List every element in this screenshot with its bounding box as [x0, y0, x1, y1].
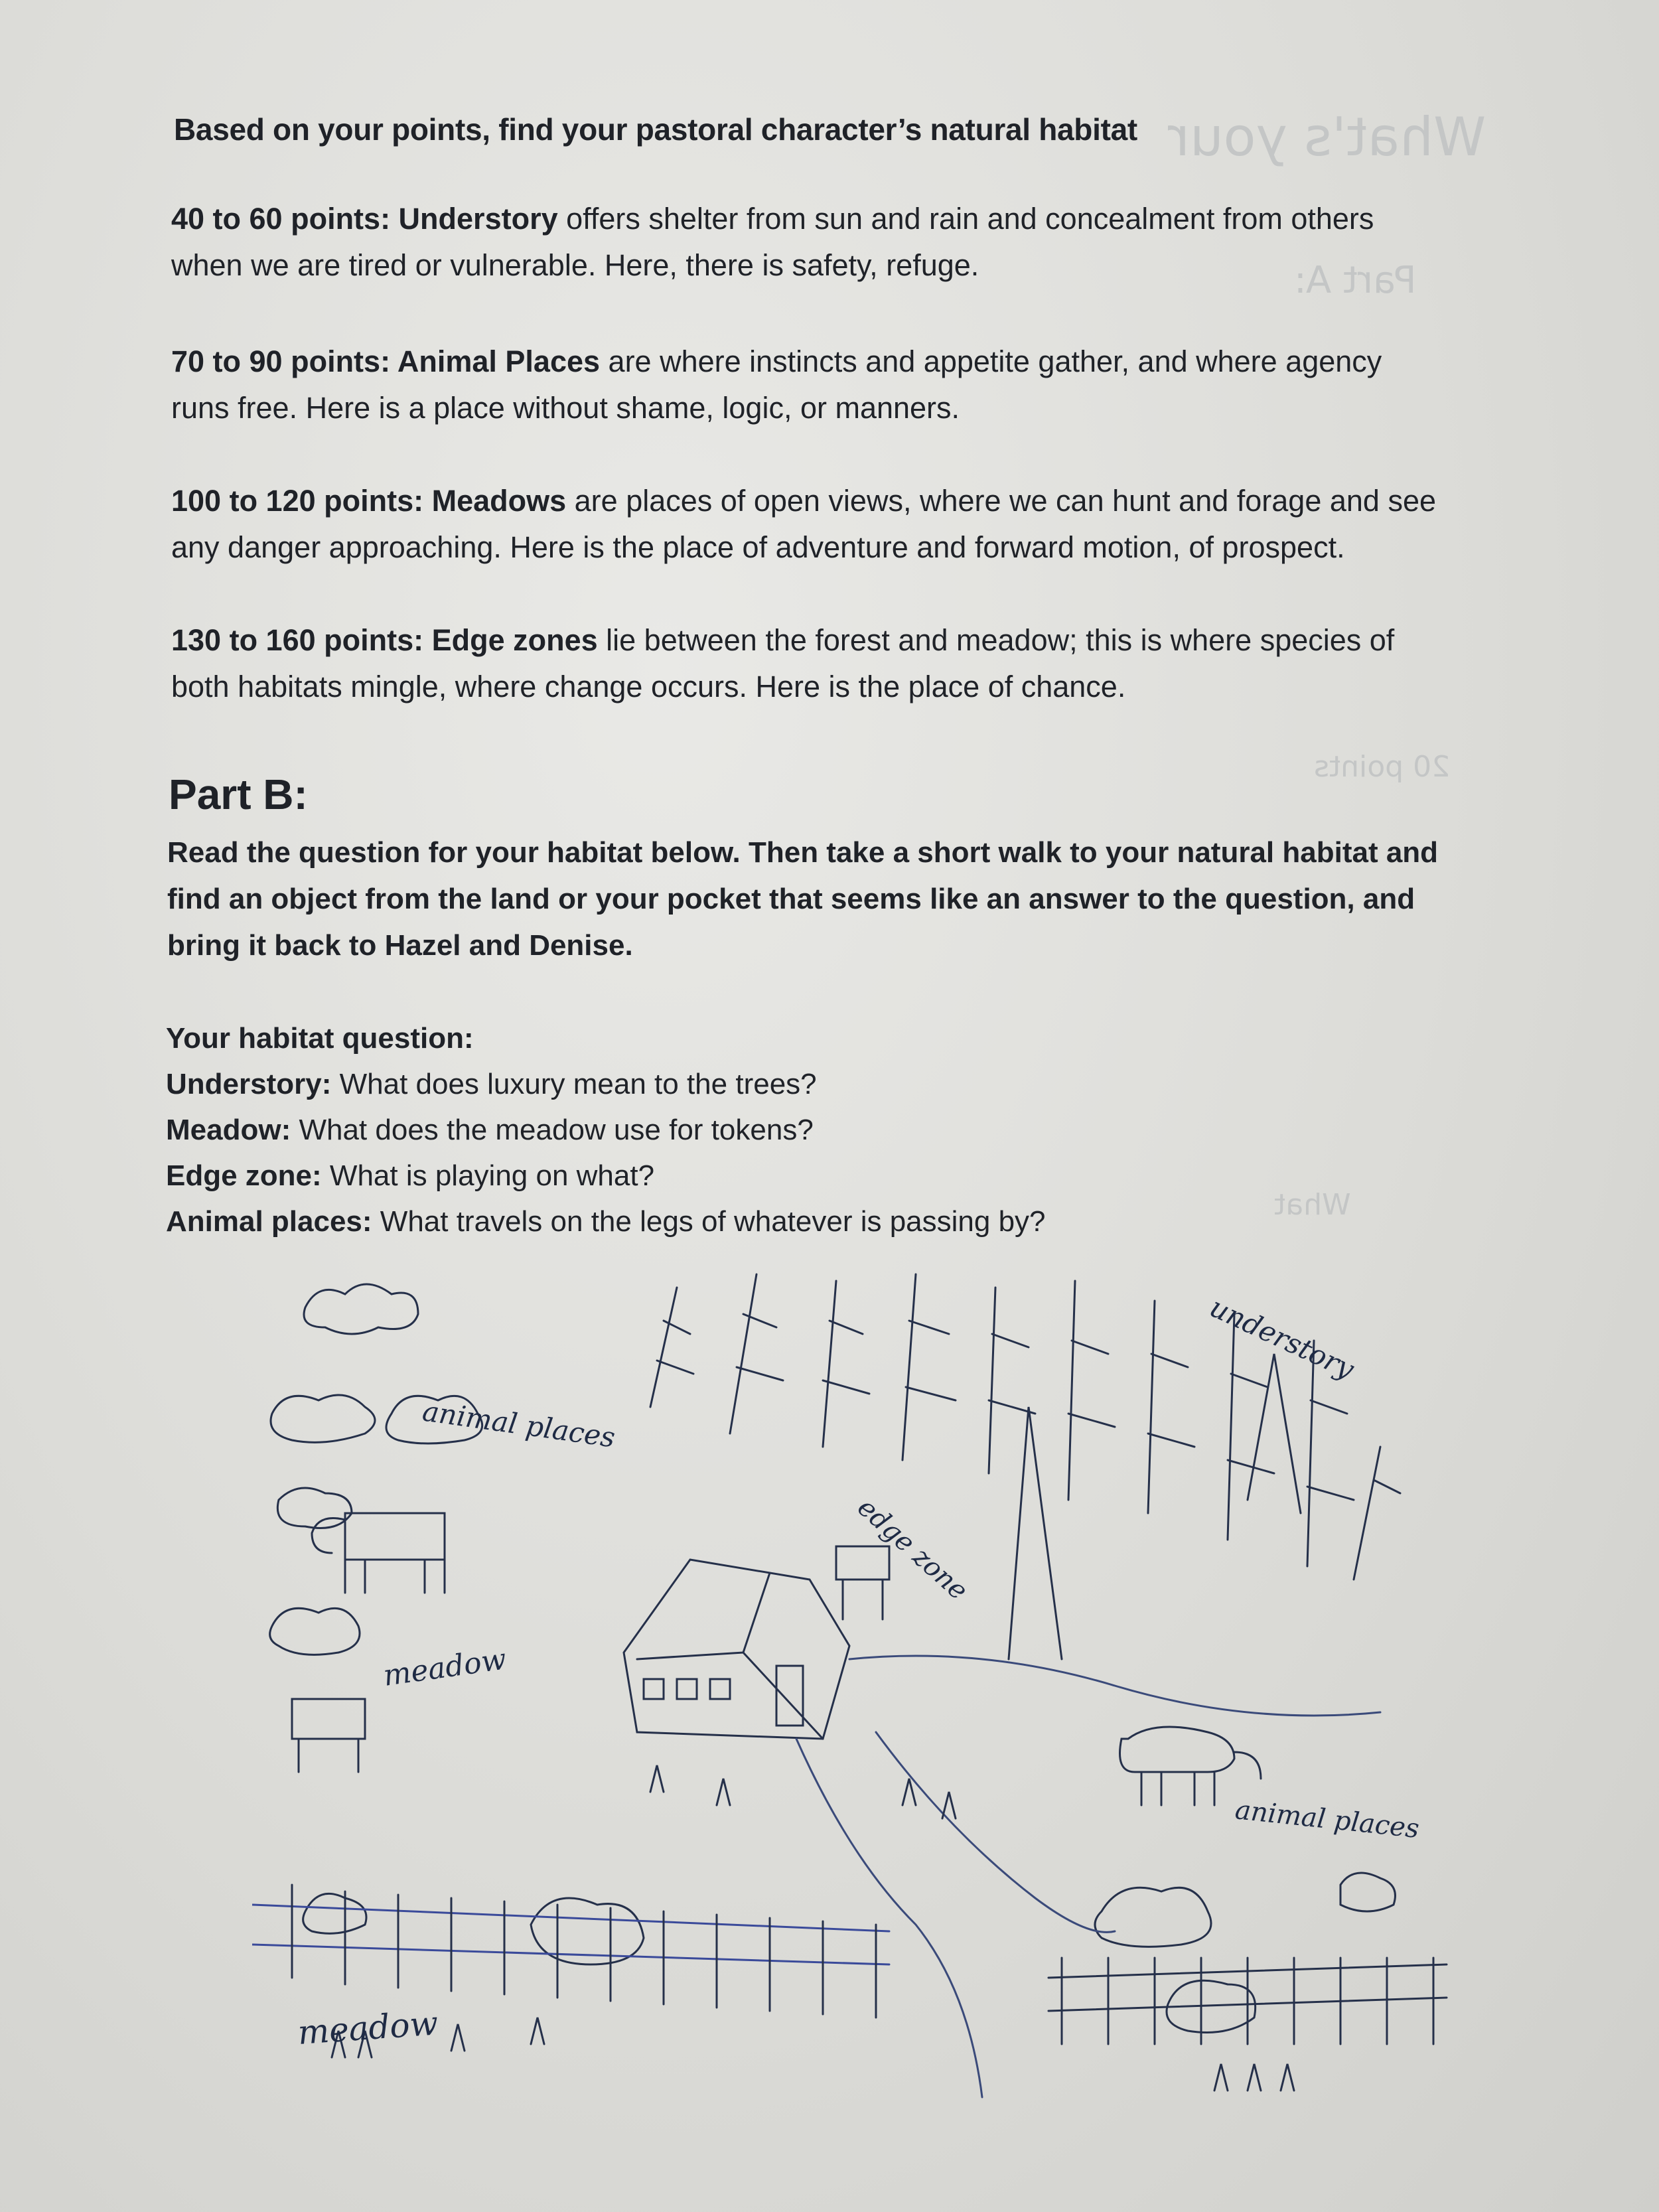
question-meadow: Meadow: What does the meadow use for tokens? — [166, 1114, 814, 1146]
bleed-through-decoration: What — [1274, 1188, 1351, 1222]
part-b-title: Part B: — [169, 771, 308, 818]
habitat-meadows — [171, 478, 1551, 571]
habitat-illustration — [252, 1261, 1460, 2110]
habitat-questions — [166, 1015, 1559, 1244]
instruction-line: find an object from the land or your pocket that seems like an answer to the question, and — [167, 883, 1415, 915]
label-animal-places-top: animal places — [420, 1394, 618, 1454]
habitat-points: 130 to 160 points: Edge zones — [171, 623, 598, 657]
cabin-drawing — [624, 1560, 849, 1739]
habitat-points: 70 to 90 points: Animal Places — [171, 344, 601, 378]
river-line — [849, 1656, 1380, 1716]
habitat-text: runs free. Here is a place without shame, logic, or manners. — [171, 391, 960, 425]
instruction-line: Read the question for your habitat below. Then take a short walk to your natural habitat and — [167, 836, 1439, 869]
bleed-through-decoration: Part A: — [1294, 259, 1417, 302]
label-meadow-bottom: meadow — [296, 2004, 440, 2052]
habitat-text: any danger approaching. Here is the place of adventure and forward motion, of prospect. — [171, 530, 1345, 564]
instruction-line: bring it back to Hazel and Denise. — [167, 929, 633, 962]
bleed-through-decoration: 20 points — [1314, 750, 1451, 784]
label-edge-zone: edge zone — [851, 1492, 974, 1607]
page-heading: Based on your points, find your pastoral character’s natural habitat — [174, 112, 1137, 147]
habitat-points: 40 to 60 points: Understory — [171, 202, 558, 236]
fence-left — [252, 1885, 889, 2018]
habitat-text: lie between the forest and meadow; this is where species of — [597, 623, 1395, 657]
habitat-text: both habitats mingle, where change occurs. Here is the place of chance. — [171, 670, 1126, 703]
label-understory: understory — [1204, 1290, 1360, 1386]
label-meadow-left: meadow — [381, 1642, 509, 1693]
habitat-points: 100 to 120 points: Meadows — [171, 484, 567, 518]
questions-title: Your habitat question: — [166, 1022, 474, 1055]
walking-path — [796, 1732, 1115, 2097]
question-understory: Understory: What does luxury mean to the trees? — [166, 1068, 817, 1100]
habitat-text: are places of open views, where we can hunt and forage and see — [566, 484, 1437, 518]
question-animal-places: Animal places: What travels on the legs of whatever is passing by? — [166, 1205, 1046, 1238]
habitat-edge-zones — [171, 617, 1551, 710]
habitat-text: are where instincts and appetite gather, and where agency — [600, 344, 1382, 378]
part-b-instructions — [167, 830, 1574, 969]
question-edge-zone: Edge zone: What is playing on what? — [166, 1159, 655, 1192]
habitat-text: offers shelter from sun and rain and concealment from others — [557, 202, 1374, 236]
habitat-animal-places — [171, 338, 1551, 431]
habitat-text: when we are tired or vulnerable. Here, there is safety, refuge. — [171, 248, 979, 282]
fence-right — [1048, 1958, 1447, 2044]
label-animal-places-right: animal places — [1233, 1795, 1421, 1845]
bleed-through-decoration: What's your — [1168, 106, 1486, 168]
habitat-understory — [171, 196, 1551, 289]
